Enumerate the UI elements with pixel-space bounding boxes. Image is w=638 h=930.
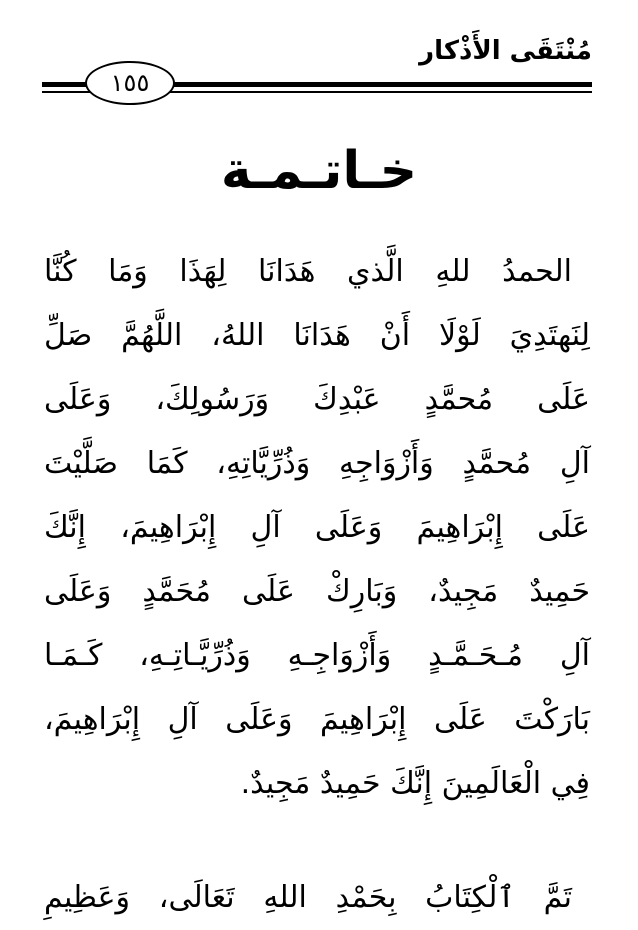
section-heading: خـاتـمـة bbox=[220, 141, 418, 201]
closing-line: تَمَّ ٱلْكِتَابُ بِحَمْدِ اللهِ تَعَالَى، وَعَظِيمِ bbox=[44, 880, 572, 915]
body-line: لِنَهتَدِيَ لَوْلَا أَنْ هَدَانَا اللهُ، اللَّهُمَّ صَلِّ bbox=[44, 318, 590, 353]
body-text bbox=[44, 240, 590, 816]
body-line: حَمِيدٌ مَجِيدٌ، وَبَارِكْ عَلَى مُحَمَّدٍ وَعَلَى bbox=[44, 574, 590, 609]
body-line: آلِ مُـحَـمَّـدٍ وَأَزْوَاجِـهِ وَذُرِّيَّـاتِـهِ، كَـمَـا bbox=[44, 638, 590, 673]
book-title: مُنْتَقَى الأَذْكار bbox=[419, 36, 592, 66]
page-number: ١٥٥ bbox=[110, 69, 150, 97]
page-number-oval bbox=[85, 61, 175, 105]
body-line: آلِ مُحمَّدٍ وَأَزْوَاجِهِ وَذُرِّيَّاتِهِ، كَمَا صَلَّيْتَ bbox=[44, 446, 590, 481]
body-line: عَلَى مُحمَّدٍ عَبْدِكَ وَرَسُولِكَ، وَعَلَى bbox=[44, 382, 590, 417]
body-line: الحمدُ للهِ الَّذي هَدَانَا لِهَذَا وَمَا كُنَّا bbox=[44, 254, 572, 289]
body-line: بَارَكْتَ عَلَى إِبْرَاهِيمَ وَعَلَى آلِ إِبْرَاهِيمَ، bbox=[44, 702, 590, 737]
body-line: فِي الْعَالَمِينَ إِنَّكَ حَمِيدٌ مَجِيدٌ. bbox=[240, 766, 590, 801]
body-line: عَلَى إِبْرَاهِيمَ وَعَلَى آلِ إِبْرَاهِيمَ، إِنَّكَ bbox=[44, 510, 590, 545]
